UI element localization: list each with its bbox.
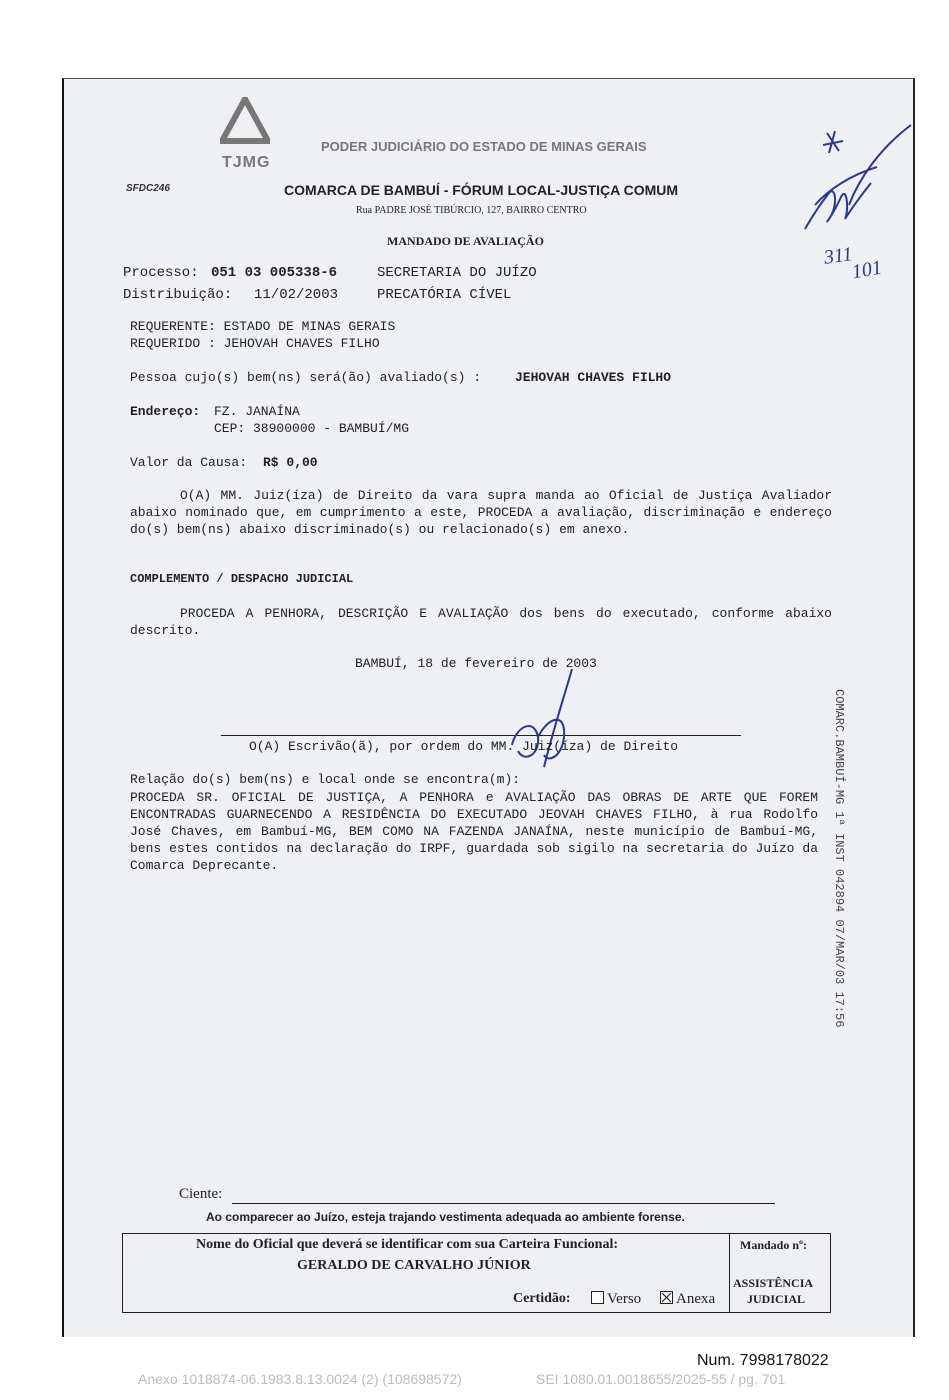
ciente-label: Ciente: [179, 1186, 223, 1202]
processo-value: 051 03 005338-6 [211, 265, 338, 281]
pessoa-value: JEHOVAH CHAVES FILHO [515, 370, 672, 385]
ciente-line [232, 1203, 775, 1204]
relacao-paragraph: PROCEDA SR. OFICIAL DE JUSTIÇA, A PENHORA e AVALIAÇÃO DAS OBRAS DE ARTE QUE FOREM ENCONTRADAS GUARNECENDO A RESIDÊNCIA DO EXECUTADO JEOVAH CHAVES FILHO, à rua Rodolfo José Chaves, em Bambuí-MG, BEM COMO NA FAZENDA JANAÍNA, neste município de Bambuí-MG, bens estes contidos na declaração do IRPF, guardada sob sigilo na secretaria do Juízo da Comarca Deprecante. [130, 790, 818, 873]
endereco-line2: CEP: 38900000 - BAMBUÍ/MG [214, 421, 410, 436]
processo-label: Processo: [123, 265, 199, 281]
document-title: MANDADO DE AVALIAÇÃO [387, 234, 544, 248]
order-paragraph: O(A) MM. Juiz(íza) de Direito da vara supra manda ao Oficial de Justiça Avaliador abaixo nominado que, em cumprimento a este, PROCEDA a avaliação, discriminação e endereço do(s) bem(ns) abaixo discriminado(s) ou relacionado(s) em anexo. [130, 488, 832, 537]
handwritten-rubric-icon [799, 119, 914, 239]
annex-reference: Anexo 1018874-06.1983.8.13.0024 (2) (108698572) [138, 1371, 462, 1387]
date-line: BAMBUÍ, 18 de fevereiro de 2003 [355, 656, 597, 671]
assistencia-line2: JUDICIAL [747, 1292, 806, 1306]
endereco-line1: FZ. JANAÍNA [214, 404, 300, 419]
protocol-stamp: COMARC.BAMBUÍ-MG 1ª INST 042894 07/MAR/03 17:56 [832, 689, 846, 1028]
clerk-signature-icon [504, 667, 584, 777]
dress-notice: Ao comparecer ao Juízo, esteja trajando vestimenta adequada ao ambiente forense. [206, 1210, 685, 1224]
anexa-option [660, 1291, 715, 1308]
requerente: REQUERENTE: ESTADO DE MINAS GERAIS [130, 319, 396, 334]
logo-text: TJMG [222, 154, 271, 171]
officer-heading: Nome do Oficial que deverá se identificar com sua Carteira Funcional: [196, 1237, 619, 1252]
valor-label: Valor da Causa: [130, 455, 248, 470]
precatoria-label: PRECATÓRIA CÍVEL [377, 287, 512, 303]
complemento-heading: COMPLEMENTO / DESPACHO JUDICIAL [130, 572, 354, 586]
verso-option [591, 1291, 641, 1308]
judiciary-heading: PODER JUDICIÁRIO DO ESTADO DE MINAS GERAIS [321, 139, 647, 154]
form-code: SFDC246 [126, 183, 170, 194]
signature-line [221, 735, 741, 736]
verso-checkbox[interactable] [591, 1291, 604, 1304]
court-heading: COMARCA DE BAMBUÍ - FÓRUM LOCAL-JUSTIÇA COMUM [284, 182, 679, 198]
sei-reference: SEI 1080.01.0018655/2025-55 / pg. 701 [536, 1371, 786, 1387]
pessoa-label: Pessoa cujo(s) bem(ns) será(ão) avaliado(s) : [130, 370, 482, 385]
relacao-heading: Relação do(s) bem(ns) e local onde se encontra(m): [130, 772, 521, 787]
court-address: Rua PADRE JOSÉ TIBÚRCIO, 127, BAIRRO CENTRO [356, 205, 587, 216]
certidao-label: Certidão: [513, 1291, 571, 1306]
document-number: Num. 7998178022 [697, 1352, 829, 1369]
endereco-label: Endereço: [130, 404, 201, 419]
anexa-checkbox[interactable] [660, 1291, 673, 1304]
despacho-paragraph: PROCEDA A PENHORA, DESCRIÇÃO E AVALIAÇÃO dos bens do executado, conforme abaixo descrito. [130, 606, 832, 638]
assistencia-line1: ASSISTÊNCIA [733, 1276, 814, 1290]
mandado-number-label: Mandado nº: [740, 1238, 807, 1252]
handwritten-page: 101 [850, 256, 884, 284]
anexa-label: Anexa [676, 1291, 716, 1307]
officer-name: GERALDO DE CARVALHO JÚNIOR [297, 1258, 531, 1273]
officer-box-divider [729, 1233, 730, 1313]
valor-value: R$ 0,00 [263, 455, 318, 470]
verso-label: Verso [607, 1291, 642, 1307]
distribuicao-value: 11/02/2003 [254, 287, 339, 303]
tjmg-logo-icon [220, 97, 270, 145]
distribuicao-label: Distribuição: [123, 287, 233, 303]
scanned-document [62, 78, 915, 1337]
requerido: REQUERIDO : JEHOVAH CHAVES FILHO [130, 336, 380, 351]
secretaria-label: SECRETARIA DO JUÍZO [377, 265, 537, 281]
escrivao-line: O(A) Escrivão(ã), por ordem do MM. Juiz(íza) de Direito [249, 739, 679, 754]
checkmark-icon [661, 1292, 672, 1303]
handwritten-number: 311 [822, 243, 854, 269]
